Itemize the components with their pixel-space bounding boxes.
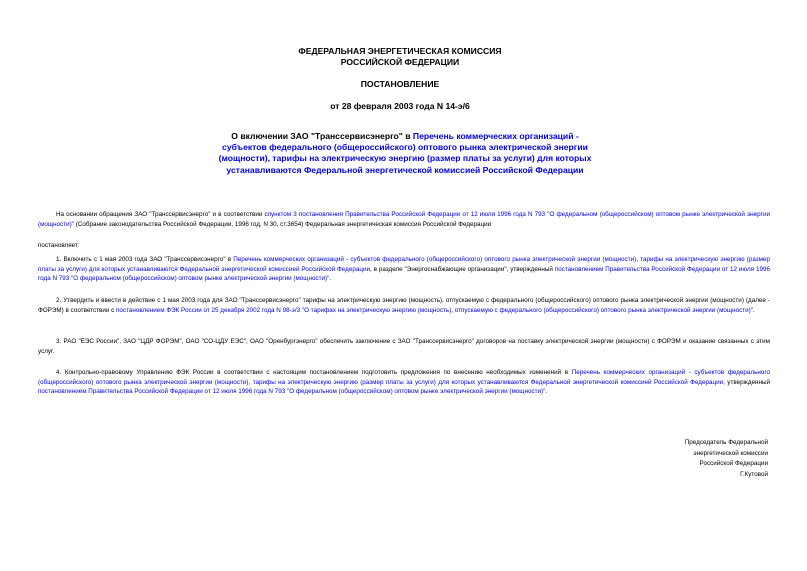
item-1-decree-link[interactable]: постановлением Правительства Российской Федерации от 12 июля 1996 года N 793 "О федеральном (общероссийском) оптовом рынке электрической энергии (мощности)" [38, 265, 770, 283]
signature-block [568, 438, 768, 480]
item-3 [38, 337, 770, 356]
item-4 [38, 368, 770, 397]
item-4-text-1: 4. Контрольно-правовому Управлению ФЭК России в соответствии с настоящим постановлением подготовить предложения по внесению необходимых изменений в [56, 369, 572, 376]
signature-line-2: энергетической комиссии [693, 449, 768, 457]
document-title [210, 131, 600, 176]
signatory-name: Г.Кутовой [740, 470, 768, 478]
signature-line-3: Российской Федерации [699, 460, 768, 467]
item-4-text-3: . [545, 388, 548, 396]
item-1-text-1: 1. Включить с 1 мая 2003 года ЗАО "Транссервисэнерго" в [56, 256, 234, 263]
resolved-label: постановляет: [38, 242, 80, 249]
item-1-text-2: , в разделе "Энергоснабжающие организации", утвержденный [369, 265, 555, 273]
intro-text-1: На основании обращения ЗАО "Транссервисэнерго" и в соответствии с [56, 211, 268, 218]
item-4-decree-link[interactable]: постановлением Правительства Российской Федерации от 12 июля 1996 года N 793 "О федеральном (общероссийском) оптовом рынке электрической энергии (мощности)" [38, 388, 546, 396]
item-2-text-1: 2. Утвердить и ввести в действие с 1 мая 2003 года для ЗАО "Транссервисэнерго" тарифы на электрическую энергию (мощность), отпускаемую с федерального (общероссийского) оптового рынка электрической энергии (мощности) (далее - ФОРЭМ) в соответствии с [38, 297, 770, 314]
intro-paragraph [38, 210, 770, 229]
document-date-number: от 28 февраля 2003 года N 14-э/6 [330, 101, 470, 111]
org-line-2: РОССИЙСКОЙ ФЕДЕРАЦИИ [340, 57, 460, 67]
org-line-1: ФЕДЕРАЛЬНАЯ ЭНЕРГЕТИЧЕСКАЯ КОМИССИЯ [298, 46, 502, 56]
document-type: ПОСТАНОВЛЕНИЕ [360, 79, 440, 89]
item-2-text-2: . [752, 306, 755, 314]
item-3-text: 3. РАО "ЕЭС России", ЗАО "ЦДР ФОРЭМ", ОАО "СО-ЦДУ ЕЭС", ОАО "Оренбургэнерго" обеспечить заключение с ЗАО "Транссервисэнерго" договоров на поставку электрической энергии (мощности) с ФОРЭМ и оказание связанных с этим услуг. [38, 338, 770, 355]
item-4-text-2: , утвержденный [723, 378, 771, 386]
title-prefix: О включении ЗАО "Транссервисэнерго" в [231, 131, 413, 141]
item-1-list-link[interactable]: Перечень коммерческих организаций - субъектов федерального (общероссийского) оптового рынка электрической энергии (мощности), тарифы на электрическую энергию (размер платы за услуги) для которых устанавливаются Федеральной энергетической комиссией Российской Федерации [38, 256, 770, 273]
issuing-authority [200, 46, 600, 68]
item-4-list-link[interactable]: Перечень коммерческих организаций - субъектов федерального (общероссийского) оптового рынка электрической энергии (мощности), тарифы на электрическую энергию (размер платы за услуги) для которых устанавливаются Федеральной энергетической комиссией Российской Федерации [38, 369, 771, 386]
item-1 [38, 255, 770, 284]
item-1-text-3: . [329, 275, 332, 283]
intro-text-2: (Собрание законодательства Российской Федерации, 1996 год, N 30, ст.3654) Федеральная энергетическая комиссия Российской Федерации [73, 220, 492, 228]
title-list-link[interactable]: Перечень коммерческих организаций - субъектов федерального (общероссийского) оптового рынка электрической энергии (мощности), тарифы на электрическую энергию (размер платы за услуги) для которых устанавливаются Федеральной энергетической комиссией Российской Федерации [218, 131, 592, 175]
intro-decree-link[interactable]: пунктом 3 постановления Правительства Российской Федерации от 12 июля 1996 года N 793 "О федеральном (общероссийском) оптовом рынке электрической энергии (мощности)" [38, 211, 770, 228]
item-2-resolution-link[interactable]: постановлением ФЭК России от 25 декабря 2002 года N 98-э/3 "О тарифах на электрическую энергию (мощность), отпускаемую с федерального (общероссийского) оптового рынка электрической энергии (мощности)" [116, 306, 753, 314]
signature-line-1: Председатель Федеральной [684, 439, 768, 446]
item-2 [38, 296, 770, 315]
